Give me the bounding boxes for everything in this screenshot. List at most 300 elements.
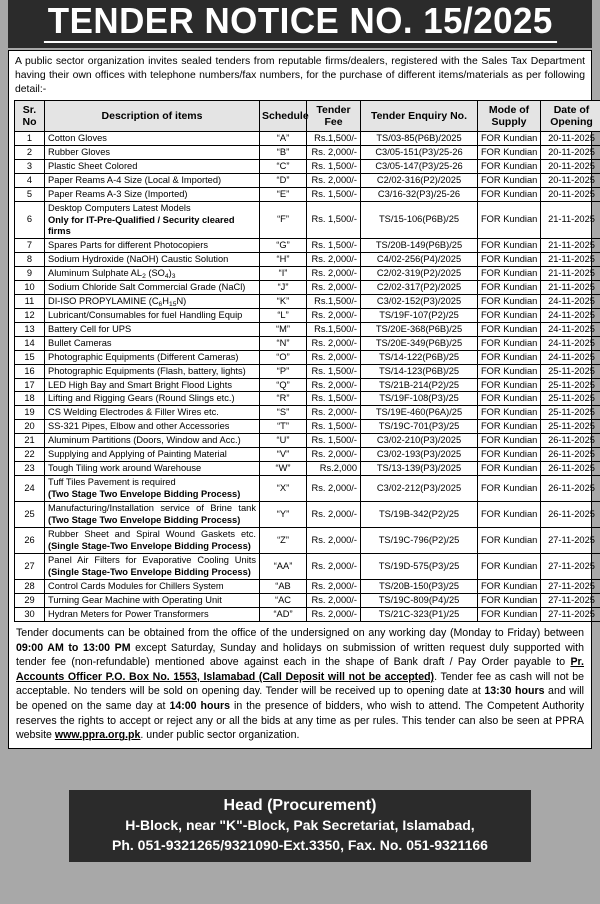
- cell-mode-of-supply: FOR Kundian: [478, 594, 541, 608]
- cell-sr-no: 15: [15, 350, 45, 364]
- cell-description: [45, 462, 260, 476]
- cell-date-of-opening: 26-11-2025: [541, 476, 600, 502]
- description-line-1: Rubber Sheet and Spiral Wound Gaskets etc.: [48, 529, 256, 540]
- description-line-1: Supplying and Applying of Painting Material: [48, 449, 227, 460]
- cell-description: [45, 160, 260, 174]
- table-row: [15, 322, 600, 336]
- cell-description: [45, 528, 260, 554]
- description-line-2: Only for IT-Pre-Qualified / Security cleared firms: [48, 214, 235, 236]
- cell-mode-of-supply: FOR Kundian: [478, 280, 541, 294]
- footer-part4: and will be opened on the same day at: [16, 685, 584, 712]
- cell-description: [45, 238, 260, 252]
- cell-description: [45, 132, 260, 146]
- ppra-website-link[interactable]: www.ppra.org.pk: [54, 729, 141, 742]
- column-header-tender-enquiry-no: Tender Enquiry No.: [361, 100, 478, 131]
- cell-sr-no: 12: [15, 308, 45, 322]
- cell-tender-fee: Rs. 2,000/-: [307, 528, 361, 554]
- cell-sr-no: 30: [15, 607, 45, 621]
- cell-sr-no: 8: [15, 252, 45, 266]
- cell-date-of-opening: 25-11-2025: [541, 406, 600, 420]
- cell-schedule: “X”: [260, 476, 307, 502]
- cell-schedule: “N”: [260, 336, 307, 350]
- cell-tender-enquiry-no: C3/16-32(P3)/25-26: [361, 187, 478, 201]
- cell-schedule: “F”: [260, 201, 307, 238]
- table-row: [15, 528, 600, 554]
- description-line-1: Sodium Hydroxide (NaOH) Caustic Solution: [48, 253, 229, 264]
- cell-mode-of-supply: FOR Kundian: [478, 448, 541, 462]
- footer-bold-receive-time: 13:30 hours: [484, 685, 545, 698]
- cell-tender-fee: Rs. 2,000/-: [307, 476, 361, 502]
- cell-tender-enquiry-no: TS/14-123(P6B)/25: [361, 364, 478, 378]
- cell-date-of-opening: 21-11-2025: [541, 252, 600, 266]
- table-row: [15, 406, 600, 420]
- cell-description: [45, 594, 260, 608]
- cell-sr-no: 7: [15, 238, 45, 252]
- cell-description: [45, 173, 260, 187]
- cell-tender-fee: Rs. 2,000/-: [307, 308, 361, 322]
- cell-schedule: “AA”: [260, 554, 307, 580]
- cell-sr-no: 1: [15, 132, 45, 146]
- cell-schedule: “B”: [260, 146, 307, 160]
- cell-mode-of-supply: FOR Kundian: [478, 294, 541, 308]
- cell-mode-of-supply: FOR Kundian: [478, 160, 541, 174]
- cell-tender-enquiry-no: TS/19F-107(P2)/25: [361, 308, 478, 322]
- cell-tender-fee: Rs. 2,000/-: [307, 607, 361, 621]
- sr-header-line2: No: [22, 116, 37, 128]
- cell-sr-no: 3: [15, 160, 45, 174]
- cell-date-of-opening: 20-11-2025: [541, 160, 600, 174]
- cell-description: [45, 434, 260, 448]
- cell-tender-fee: Rs. 2,000/-: [307, 378, 361, 392]
- table-row: [15, 201, 600, 238]
- description-line-1: DI-ISO PROPYLAMINE $(C_6H_{15}N)$: [48, 295, 187, 308]
- table-row: [15, 594, 600, 608]
- cell-schedule: “Z”: [260, 528, 307, 554]
- cell-tender-enquiry-no: TS/19B-342(P2)/25: [361, 502, 478, 528]
- column-header-schedule: Schedule: [260, 100, 307, 131]
- table-row: [15, 266, 600, 280]
- cell-date-of-opening: 25-11-2025: [541, 364, 600, 378]
- description-line-1: Paper Reams A-3 Size (Imported): [48, 188, 188, 199]
- cell-tender-enquiry-no: TS/03-85(P6B)/2025: [361, 132, 478, 146]
- cell-mode-of-supply: FOR Kundian: [478, 420, 541, 434]
- notice-sheet: [8, 50, 595, 749]
- cell-mode-of-supply: FOR Kundian: [478, 308, 541, 322]
- cell-sr-no: 25: [15, 502, 45, 528]
- cell-tender-fee: Rs. 2,000/-: [307, 350, 361, 364]
- cell-tender-fee: Rs. 2,000/-: [307, 580, 361, 594]
- description-line-1: Photographic Equipments (Flash, battery, lights): [48, 365, 246, 376]
- column-header-sr-no: [15, 100, 45, 131]
- description-line-1: Lubricant/Consumables for fuel Handling Equip: [48, 309, 243, 320]
- cell-description: [45, 448, 260, 462]
- cell-date-of-opening: 24-11-2025: [541, 322, 600, 336]
- cell-date-of-opening: 20-11-2025: [541, 173, 600, 187]
- cell-tender-fee: Rs. 2,000/-: [307, 173, 361, 187]
- cell-date-of-opening: 27-11-2025: [541, 607, 600, 621]
- cell-tender-fee: Rs. 2,000/-: [307, 554, 361, 580]
- cell-tender-fee: Rs. 2,000/-: [307, 280, 361, 294]
- cell-tender-enquiry-no: C3/05-147(P3)/25-26: [361, 160, 478, 174]
- cell-mode-of-supply: FOR Kundian: [478, 580, 541, 594]
- cell-description: [45, 201, 260, 238]
- cell-schedule: “C”: [260, 160, 307, 174]
- cell-schedule: “D”: [260, 173, 307, 187]
- cell-description: [45, 502, 260, 528]
- cell-sr-no: 24: [15, 476, 45, 502]
- description-line-1: Turning Gear Machine with Operating Unit: [48, 595, 222, 605]
- cell-sr-no: 14: [15, 336, 45, 350]
- description-line-2: (Two Stage Two Envelope Bidding Process): [48, 489, 241, 500]
- page-title: TENDER NOTICE NO. 15/2025: [44, 2, 557, 43]
- cell-date-of-opening: 26-11-2025: [541, 462, 600, 476]
- cell-tender-enquiry-no: C3/02-152(P3)/2025: [361, 294, 478, 308]
- cell-schedule: “AC: [260, 594, 307, 608]
- cell-tender-fee: Rs.1,500/-: [307, 322, 361, 336]
- description-line-1: CS Welding Electrodes & Filler Wires etc.: [48, 407, 219, 418]
- cell-tender-fee: Rs. 2,000/-: [307, 406, 361, 420]
- cell-tender-enquiry-no: TS/19C-796(P2)/25: [361, 528, 478, 554]
- cell-sr-no: 21: [15, 434, 45, 448]
- cell-description: [45, 187, 260, 201]
- cell-description: [45, 406, 260, 420]
- cell-mode-of-supply: FOR Kundian: [478, 252, 541, 266]
- description-line-1: SS-321 Pipes, Elbow and other Accessories: [48, 421, 230, 432]
- cell-mode-of-supply: FOR Kundian: [478, 364, 541, 378]
- cell-schedule: “Q”: [260, 378, 307, 392]
- cell-sr-no: 22: [15, 448, 45, 462]
- column-header-description: Description of items: [45, 100, 260, 131]
- cell-sr-no: 13: [15, 322, 45, 336]
- cell-sr-no: 20: [15, 420, 45, 434]
- table-row: [15, 448, 600, 462]
- cell-sr-no: 23: [15, 462, 45, 476]
- cell-schedule: “E”: [260, 187, 307, 201]
- cell-mode-of-supply: FOR Kundian: [478, 238, 541, 252]
- mode-header-line1: Mode of: [488, 103, 530, 116]
- cell-schedule: “I”: [260, 266, 307, 280]
- cell-tender-fee: Rs. 2,000/-: [307, 594, 361, 608]
- cell-mode-of-supply: FOR Kundian: [478, 187, 541, 201]
- cell-schedule: “W”: [260, 462, 307, 476]
- table-row: [15, 308, 600, 322]
- cell-mode-of-supply: FOR Kundian: [478, 607, 541, 621]
- cell-tender-fee: Rs. 1,500/-: [307, 364, 361, 378]
- cell-tender-enquiry-no: TS/19F-108(P3)/25: [361, 392, 478, 406]
- cell-date-of-opening: 24-11-2025: [541, 308, 600, 322]
- table-row: [15, 378, 600, 392]
- contact-address-block: [69, 790, 531, 863]
- table-row: [15, 462, 600, 476]
- table-row: [15, 173, 600, 187]
- cell-tender-enquiry-no: TS/21B-214(P2)/25: [361, 378, 478, 392]
- cell-sr-no: 2: [15, 146, 45, 160]
- description-line-1: Photographic Equipments (Different Cameras): [48, 351, 239, 362]
- date-header-line2: Opening: [550, 116, 593, 128]
- cell-tender-enquiry-no: TS/21C-323(P1)/25: [361, 607, 478, 621]
- cell-description: [45, 294, 260, 308]
- cell-mode-of-supply: FOR Kundian: [478, 146, 541, 160]
- table-row: [15, 238, 600, 252]
- cell-date-of-opening: 20-11-2025: [541, 146, 600, 160]
- description-line-1: Tuff Tiles Pavement is required: [48, 477, 176, 488]
- cell-sr-no: 6: [15, 201, 45, 238]
- date-header-line1: Date of: [553, 103, 590, 116]
- cell-mode-of-supply: FOR Kundian: [478, 554, 541, 580]
- description-line-1: Rubber Gloves: [48, 147, 111, 158]
- cell-mode-of-supply: FOR Kundian: [478, 502, 541, 528]
- cell-mode-of-supply: FOR Kundian: [478, 434, 541, 448]
- cell-sr-no: 4: [15, 173, 45, 187]
- cell-description: [45, 322, 260, 336]
- cell-date-of-opening: 27-11-2025: [541, 594, 600, 608]
- table-row: [15, 476, 600, 502]
- cell-date-of-opening: 27-11-2025: [541, 528, 600, 554]
- address-line-2: Ph. 051-9321265/9321090-Ext.3350, Fax. No. 051-9321166: [112, 836, 488, 853]
- cell-date-of-opening: 26-11-2025: [541, 448, 600, 462]
- description-line-1: Sodium Chloride Salt Commercial Grade (NaCl): [48, 281, 246, 292]
- cell-date-of-opening: 21-11-2025: [541, 280, 600, 294]
- cell-sr-no: 18: [15, 392, 45, 406]
- cell-description: [45, 607, 260, 621]
- column-header-date-of-opening: [541, 100, 600, 131]
- footer-part3: . Tender fee as cash will not be acceptable. No tenders will be sold on opening day. Tender will be received up to opening date at: [16, 670, 584, 698]
- cell-tender-fee: Rs. 2,000/-: [307, 266, 361, 280]
- cell-tender-fee: Rs.2,000: [307, 462, 361, 476]
- table-row: [15, 146, 600, 160]
- cell-schedule: “AB: [260, 580, 307, 594]
- description-line-2: (Single Stage-Two Envelope Bidding Process): [48, 541, 251, 552]
- cell-tender-fee: Rs. 1,500/-: [307, 238, 361, 252]
- description-line-1: Battery Cell for UPS: [48, 323, 132, 334]
- cell-sr-no: 19: [15, 406, 45, 420]
- cell-tender-fee: Rs. 2,000/-: [307, 146, 361, 160]
- description-line-1: Tough Tiling work around Warehouse: [48, 463, 202, 474]
- cell-date-of-opening: 27-11-2025: [541, 554, 600, 580]
- cell-tender-enquiry-no: TS/13-139(P3)/2025: [361, 462, 478, 476]
- cell-description: [45, 146, 260, 160]
- description-line-1: Control Cards Modules for Chillers System: [48, 581, 224, 592]
- cell-schedule: “H”: [260, 252, 307, 266]
- cell-description: [45, 350, 260, 364]
- signatory-title: Head (Procurement): [223, 796, 377, 814]
- cell-sr-no: 16: [15, 364, 45, 378]
- footer-part2: except Saturday, Sunday and holidays on submission of written request duly supported with tender fee (non-refundable) mentioned above against each in the shape of Bank draft / Pay Order payable to: [16, 641, 584, 669]
- description-line-1: Lifting and Rigging Gears (Round Slings etc.): [48, 393, 235, 404]
- cell-schedule: “A”: [260, 132, 307, 146]
- cell-tender-enquiry-no: C3/02-193(P3)/2025: [361, 448, 478, 462]
- cell-sr-no: 17: [15, 378, 45, 392]
- footer-bold-hours-obtain: 09:00 AM to 13:00 PM: [16, 641, 131, 654]
- cell-sr-no: 28: [15, 580, 45, 594]
- cell-tender-fee: Rs. 2,000/-: [307, 502, 361, 528]
- cell-mode-of-supply: FOR Kundian: [478, 350, 541, 364]
- cell-mode-of-supply: FOR Kundian: [478, 266, 541, 280]
- cell-description: [45, 378, 260, 392]
- cell-tender-fee: Rs. 1,500/-: [307, 187, 361, 201]
- cell-description: [45, 420, 260, 434]
- table-header-row: [15, 100, 600, 131]
- title-banner: [8, 0, 592, 48]
- cell-date-of-opening: 20-11-2025: [541, 187, 600, 201]
- cell-date-of-opening: 21-11-2025: [541, 201, 600, 238]
- cell-tender-fee: Rs.1,500/-: [307, 294, 361, 308]
- cell-tender-enquiry-no: TS/19C-809(P4)/25: [361, 594, 478, 608]
- cell-date-of-opening: 25-11-2025: [541, 392, 600, 406]
- table-row: [15, 364, 600, 378]
- table-body: [15, 132, 600, 622]
- cell-mode-of-supply: FOR Kundian: [478, 476, 541, 502]
- cell-date-of-opening: 25-11-2025: [541, 378, 600, 392]
- cell-description: [45, 308, 260, 322]
- cell-date-of-opening: 21-11-2025: [541, 238, 600, 252]
- description-line-1: Manufacturing/Installation service of Brine tank: [48, 503, 256, 514]
- cell-schedule: “Y”: [260, 502, 307, 528]
- cell-schedule: “V”: [260, 448, 307, 462]
- table-row: [15, 350, 600, 364]
- cell-description: [45, 336, 260, 350]
- cell-sr-no: 11: [15, 294, 45, 308]
- cell-date-of-opening: 26-11-2025: [541, 502, 600, 528]
- cell-date-of-opening: 25-11-2025: [541, 420, 600, 434]
- cell-description: [45, 476, 260, 502]
- table-row: [15, 160, 600, 174]
- cell-tender-enquiry-no: C2/02-317(P2)/2025: [361, 280, 478, 294]
- footer-part6: . under public sector organization.: [140, 729, 300, 742]
- cell-description: [45, 364, 260, 378]
- cell-tender-enquiry-no: TS/15-106(P6B)/25: [361, 201, 478, 238]
- footer-part1: Tender documents can be obtained from the office of the undersigned on any working day (Monday to Friday) between: [16, 626, 584, 639]
- cell-tender-fee: Rs. 1,500/-: [307, 201, 361, 238]
- cell-schedule: “S”: [260, 406, 307, 420]
- description-line-1: Bullet Cameras: [48, 337, 112, 348]
- cell-schedule: “O”: [260, 350, 307, 364]
- cell-date-of-opening: 24-11-2025: [541, 350, 600, 364]
- cell-description: [45, 554, 260, 580]
- description-line-1: Plastic Sheet Colored: [48, 161, 138, 171]
- table-row: [15, 607, 600, 621]
- cell-mode-of-supply: FOR Kundian: [478, 462, 541, 476]
- description-line-1: Cotton Gloves: [48, 133, 107, 144]
- description-line-1: Paper Reams A-4 Size (Local & Imported): [48, 174, 222, 185]
- description-line-1: Panel Air Filters for Evaporative Cooling Units: [48, 555, 256, 566]
- cell-tender-enquiry-no: C2/02-316(P2)/2025: [361, 173, 478, 187]
- cell-date-of-opening: 26-11-2025: [541, 434, 600, 448]
- cell-schedule: “M”: [260, 322, 307, 336]
- mode-header-line2: Supply: [491, 116, 527, 128]
- table-row: [15, 580, 600, 594]
- table-row: [15, 420, 600, 434]
- cell-sr-no: 9: [15, 266, 45, 280]
- cell-tender-fee: Rs. 1,500/-: [307, 392, 361, 406]
- table-row: [15, 554, 600, 580]
- footer-bold-open-time: 14:00 hours: [169, 699, 230, 712]
- cell-description: [45, 580, 260, 594]
- table-row: [15, 294, 600, 308]
- cell-tender-enquiry-no: C4/02-256(P4)/2025: [361, 252, 478, 266]
- cell-mode-of-supply: FOR Kundian: [478, 322, 541, 336]
- cell-schedule: “T”: [260, 420, 307, 434]
- intro-paragraph: A public sector organization invites sealed tenders from reputable firms/dealers, registered with the Sales Tax Department having their own offices with telephone numbers/fax numbers, for the purchase of different items/materials as per following detail:-: [15, 55, 585, 95]
- cell-tender-enquiry-no: TS/14-122(P6B)/25: [361, 350, 478, 364]
- description-line-1: Aluminum Sulphate $AL_2$ $(SO_4)_3$: [48, 267, 176, 280]
- cell-tender-enquiry-no: TS/20E-368(P6B)/25: [361, 322, 478, 336]
- cell-schedule: “K”: [260, 294, 307, 308]
- cell-tender-fee: Rs. 1,500/-: [307, 420, 361, 434]
- address-line-1: H-Block, near "K"-Block, Pak Secretariat, Islamabad,: [125, 817, 475, 834]
- cell-mode-of-supply: FOR Kundian: [478, 378, 541, 392]
- cell-tender-fee: Rs. 1,500/-: [307, 160, 361, 174]
- description-line-2: (Two Stage Two Envelope Bidding Process): [48, 515, 241, 526]
- cell-date-of-opening: 24-11-2025: [541, 336, 600, 350]
- cell-tender-fee: Rs. 2,000/-: [307, 448, 361, 462]
- cell-mode-of-supply: FOR Kundian: [478, 201, 541, 238]
- cell-description: [45, 252, 260, 266]
- cell-sr-no: 29: [15, 594, 45, 608]
- description-line-1: Desktop Computers Latest Models: [48, 202, 191, 213]
- cell-mode-of-supply: FOR Kundian: [478, 173, 541, 187]
- cell-mode-of-supply: FOR Kundian: [478, 406, 541, 420]
- cell-description: [45, 392, 260, 406]
- cell-schedule: “U”: [260, 434, 307, 448]
- description-line-1: Spares Parts for different Photocopiers: [48, 239, 209, 250]
- sr-header-line1: Sr.: [22, 103, 37, 116]
- cell-date-of-opening: 24-11-2025: [541, 294, 600, 308]
- cell-date-of-opening: 21-11-2025: [541, 266, 600, 280]
- table-header: [15, 100, 600, 131]
- cell-tender-fee: Rs. 2,000/-: [307, 336, 361, 350]
- table-row: [15, 502, 600, 528]
- table-row: [15, 392, 600, 406]
- cell-schedule: “J”: [260, 280, 307, 294]
- cell-description: [45, 280, 260, 294]
- footer-instructions: [14, 622, 586, 746]
- cell-tender-enquiry-no: C3/05-151(P3)/25-26: [361, 146, 478, 160]
- column-header-tender-fee: Tender Fee: [307, 100, 361, 131]
- table-row: [15, 280, 600, 294]
- table-row: [15, 252, 600, 266]
- description-line-1: LED High Bay and Smart Bright Flood Lights: [48, 379, 232, 390]
- cell-tender-enquiry-no: C3/02-210(P3)/2025: [361, 434, 478, 448]
- cell-mode-of-supply: FOR Kundian: [478, 336, 541, 350]
- cell-tender-enquiry-no: TS/20B-149(P6B)/25: [361, 238, 478, 252]
- cell-sr-no: 5: [15, 187, 45, 201]
- cell-schedule: “G”: [260, 238, 307, 252]
- cell-date-of-opening: 20-11-2025: [541, 132, 600, 146]
- cell-sr-no: 26: [15, 528, 45, 554]
- description-line-1: Hydran Meters for Power Transformers: [48, 608, 209, 619]
- cell-sr-no: 10: [15, 280, 45, 294]
- description-line-2: (Single Stage-Two Envelope Bidding Process): [48, 567, 251, 578]
- cell-sr-no: 27: [15, 554, 45, 580]
- footer-payee-details: Pr. Accounts Officer P.O. Box No. 1553, Islamabad (Call Deposit will not be accepted): [16, 656, 584, 683]
- cell-tender-enquiry-no: C2/02-319(P2)/2025: [361, 266, 478, 280]
- column-header-mode-of-supply: [478, 100, 541, 131]
- cell-tender-enquiry-no: TS/19E-460(P6A)/25: [361, 406, 478, 420]
- cell-tender-enquiry-no: C3/02-212(P3)/2025: [361, 476, 478, 502]
- cell-tender-fee: Rs. 2,000/-: [307, 252, 361, 266]
- address-area: [8, 754, 592, 898]
- table-row: [15, 187, 600, 201]
- cell-description: [45, 266, 260, 280]
- cell-tender-fee: Rs. 1,500/-: [307, 434, 361, 448]
- table-row: [15, 434, 600, 448]
- cell-date-of-opening: 27-11-2025: [541, 580, 600, 594]
- cell-schedule: “P”: [260, 364, 307, 378]
- cell-schedule: “L”: [260, 308, 307, 322]
- cell-schedule: “R”: [260, 392, 307, 406]
- cell-mode-of-supply: FOR Kundian: [478, 392, 541, 406]
